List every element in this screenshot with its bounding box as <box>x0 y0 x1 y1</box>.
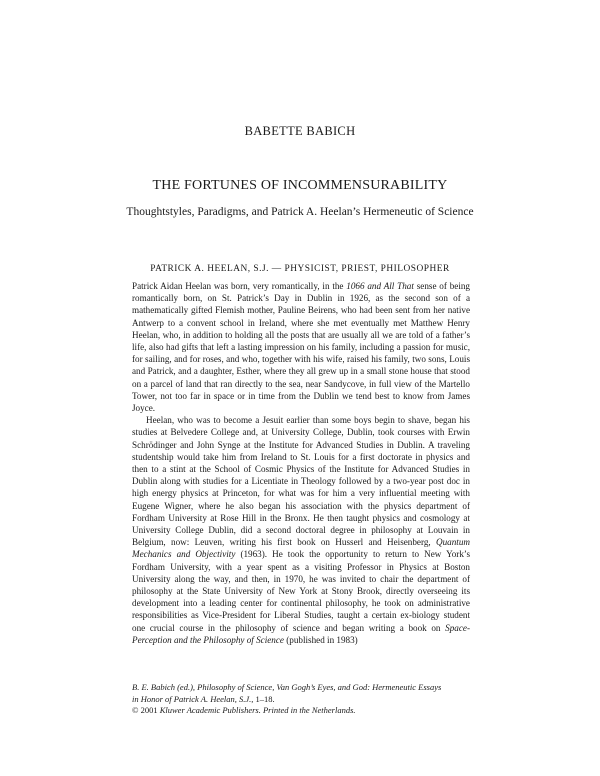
paragraph-2-book-title-1: Quantum Mechanics and Objectivity <box>132 537 470 560</box>
paragraph-1 <box>132 280 470 414</box>
paper-title: THE FORTUNES OF INCOMMENSURABILITY <box>152 178 448 193</box>
paper-subtitle: Thoughtstyles, Paradigms, and Patrick A. Heelan’s Hermeneutic of Science <box>126 206 474 218</box>
paragraph-1-book-title: 1066 and All That <box>346 281 414 291</box>
footer-line-3-b: Kluwer Academic Publishers. Printed in the Netherlands. <box>159 705 356 715</box>
footer-line-2-a: in Honor of Patrick A. Heelan, S.J. <box>132 693 252 704</box>
footer-line-2-b: , 1–18. <box>251 693 275 704</box>
copyright-symbol: © 2001 <box>132 705 160 715</box>
paragraph-2-book-title-2: Space-Perception and the Philosophy of Science <box>132 622 470 645</box>
footer-line-3 <box>132 705 472 717</box>
author-name: BABETTE BABICH <box>244 124 356 138</box>
citation-footer <box>132 682 472 717</box>
paragraph-1-text-b: sense of being romantically born, on St. Patrick’s Day in Dublin in 1926, as the second son of a mathematically gifted Flemish mother, Pauline Beirens, who had been sent from her native Antwerp to a convent school in Ireland, where she met eventually met Matthew Henry Heelan, who, in addition to holding all the posts that are usually all we are told of a father’s life, also had gifts that left a lasting impression on his family, including a passion for music, for sailing, and for roses, and who, together with his wife, raised his family, two sons, Louis and Patrick, and a daughter, Esther, where they all grew up in a small stone house that stood on a parcel of land that ran directly to the sea, near Sandycove, in full view of the Martello Tower, not too far in space or in time from the Dublin we tend best to know from James Joyce. <box>132 281 470 414</box>
paragraph-2 <box>132 414 470 646</box>
paragraph-2-text-b: (1963). He took the opportunity to return to New York’s Fordham University, with a year spent as a visiting Professor in Physics at Boston University along the way, and then, in 1970, he was invited to chair the department of philosophy at the State University of New York at Stony Brook, directly overseeing its development into a leading center for continental philosophy, he took on administrative responsibilities as Vice-President for Liberal Studies, taught a certain ex-biology student one crucial course in the philosophy of science and began writing a book on <box>132 549 470 633</box>
footer-line-2 <box>132 694 472 706</box>
section-heading: PATRICK A. HEELAN, S.J. — PHYSICIST, PRIEST, PHILOSOPHER <box>150 264 450 274</box>
paragraph-1-text-a: Patrick Aidan Heelan was born, very romantically, in the <box>132 281 347 291</box>
paragraph-2-text-c: (published in 1983) <box>283 634 358 645</box>
paragraph-2-text-a: Heelan, who was to become a Jesuit earlier than some boys begin to shave, began his studies at Belvedere College and, at University College, Dublin, took courses with Erwin Schrödinger and John Synge at the Institute for Advanced Studies in Dublin. A traveling studentship would take him from Ireland to St. Louis for a first doctorate in physics and then to a stint at the School of Cosmic Physics of the Institute for Advanced Studies in Dublin along with studies for a Licentiate in Theology followed by a two-year post doc in high energy physics at Princeton, for what was for him a very influential meeting with Eugene Wigner, where he also began his association with the physics department of Fordham University at Rose Hill in the Bronx. He then taught physics and cosmology at University College Dublin, did a second doctoral degree in philosophy at Louvain in Belgium, now: Leuven, writing his first book on Husserl and Heisenberg, <box>132 415 470 548</box>
footer-line-1: B. E. Babich (ed.), Philosophy of Science, Van Gogh’s Eyes, and God: Hermeneutic Essays <box>132 682 442 692</box>
body-text <box>132 280 470 646</box>
